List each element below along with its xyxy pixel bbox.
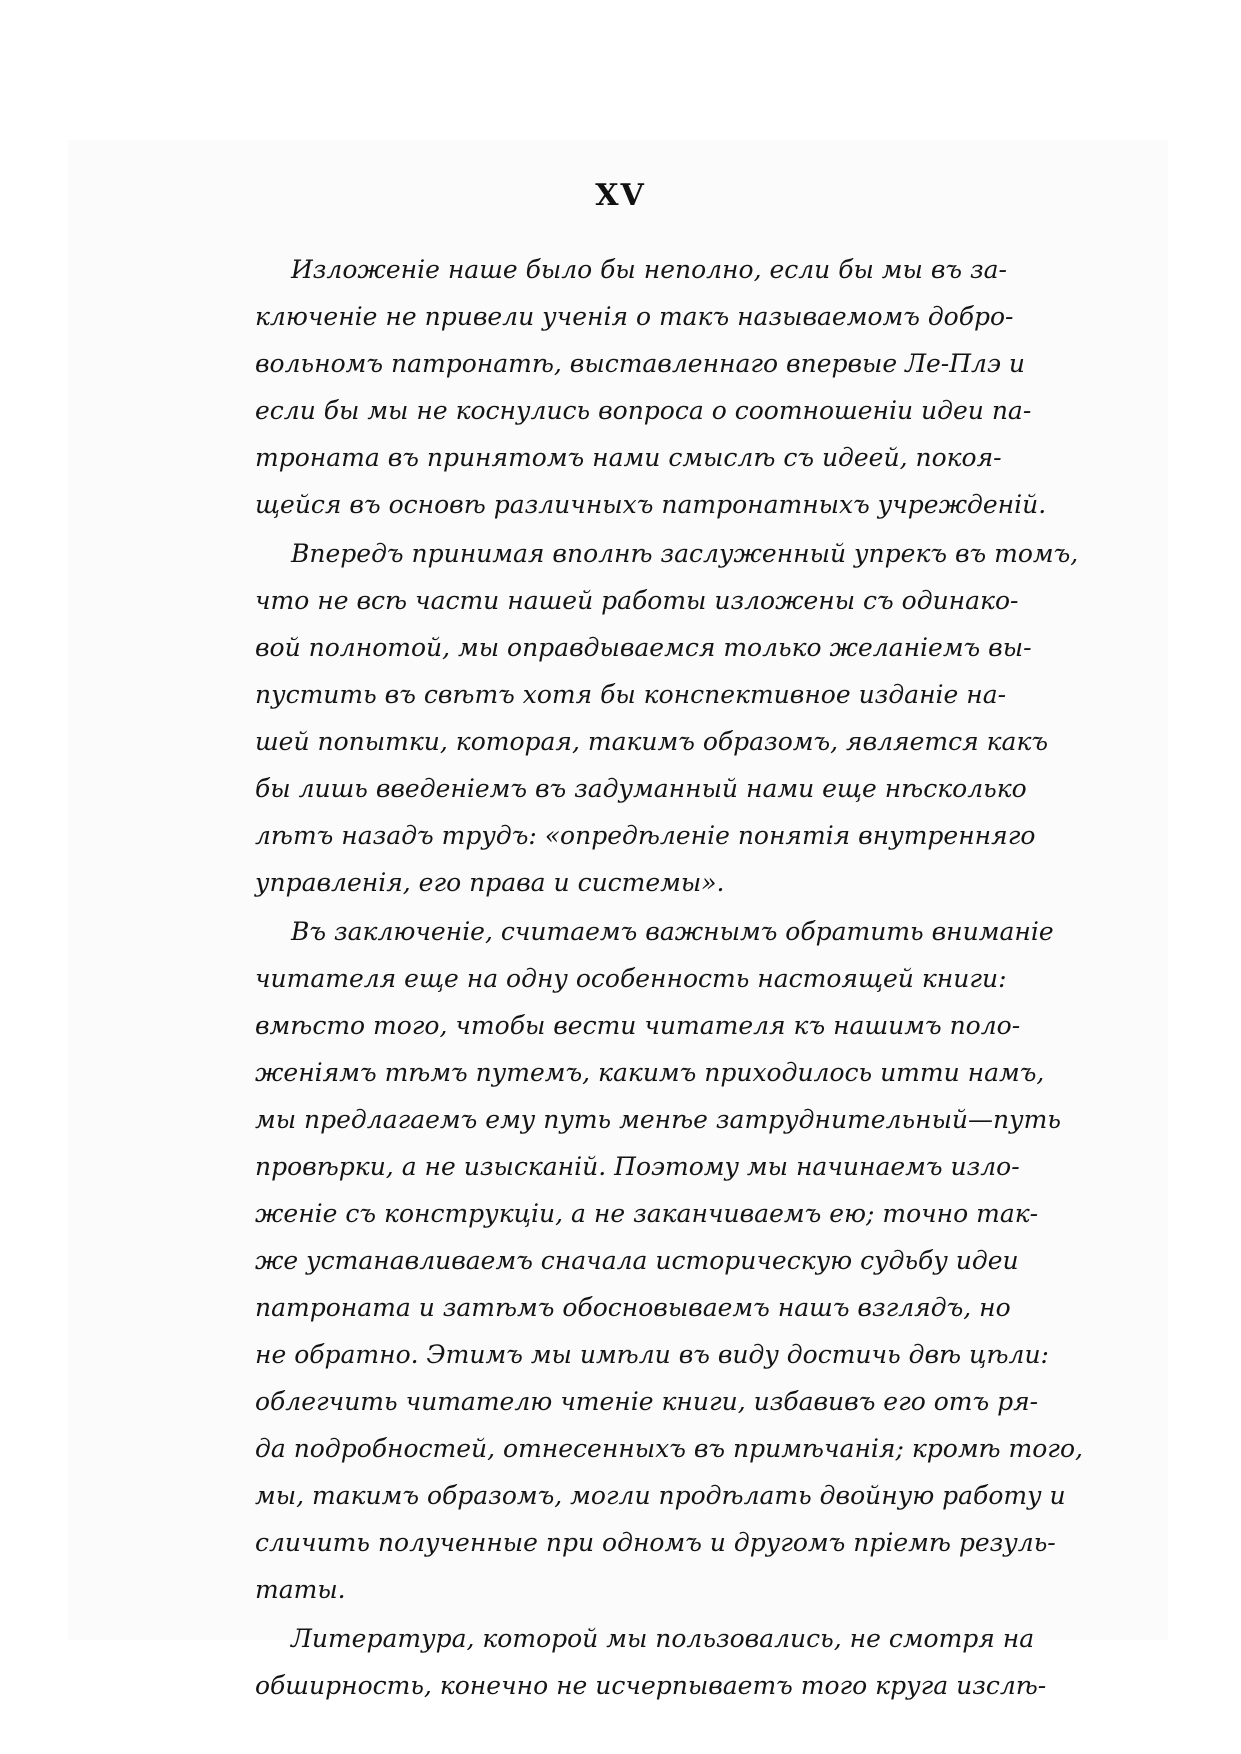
page-number: XV	[595, 178, 646, 213]
paragraph	[255, 908, 1083, 1613]
text-line: щейся въ основѣ различныхъ патронатныхъ учрежденій.	[255, 490, 1047, 519]
paragraph	[255, 530, 1079, 906]
text-line: читателя еще на одну особенность настоящей книги:	[255, 964, 1007, 993]
text-line: не обратно. Этимъ мы имѣли въ виду достичь двѣ цѣли:	[255, 1340, 1049, 1369]
text-line: вольномъ патронатѣ, выставленнаго впервые Ле-Плэ и	[255, 349, 1026, 378]
text-line: вой полнотой, мы оправдываемся только желаніемъ вы-	[255, 633, 1032, 662]
text-line: Впередъ принимая вполнѣ заслуженный упрекъ въ томъ,	[291, 539, 1079, 568]
text-line: что не всѣ части нашей работы изложены съ одинако-	[255, 586, 1019, 615]
text-line: троната въ принятомъ нами смыслѣ съ идеей, покоя-	[255, 443, 1002, 472]
text-line: бы лишь введеніемъ въ задуманный нами еще нѣсколько	[255, 774, 1027, 803]
text-line: ключеніе не привели ученія о такъ называемомъ добро-	[255, 302, 1014, 331]
text-line: провѣрки, а не изысканій. Поэтому мы начинаемъ изло-	[255, 1152, 1020, 1181]
text-line: управленія, его права и системы».	[255, 868, 725, 897]
text-line: вмѣсто того, чтобы вести читателя къ нашимъ поло-	[255, 1011, 1021, 1040]
text-line: обширность, конечно не исчерпываетъ того круга изслѣ-	[255, 1671, 1047, 1700]
text-line: патроната и затѣмъ обосновываемъ нашъ взглядъ, но	[255, 1293, 1011, 1322]
text-line: Литература, которой мы пользовались, не смотря на	[291, 1624, 1035, 1653]
text-line: облегчить читателю чтеніе книги, избавивъ его отъ ря-	[255, 1387, 1039, 1416]
text-line: Въ заключеніе, считаемъ важнымъ обратить вниманіе	[291, 917, 1054, 946]
text-line: мы, такимъ образомъ, могли продѣлать двойную работу и	[255, 1481, 1066, 1510]
text-line: шей попытки, которая, такимъ образомъ, является какъ	[255, 727, 1049, 756]
text-line: таты.	[255, 1575, 346, 1604]
paragraph	[255, 1615, 1047, 1709]
text-line: лѣтъ назадъ трудъ: «опредѣленіе понятія внутренняго	[255, 821, 1036, 850]
text-line: сличить полученные при одномъ и другомъ пріемѣ резуль-	[255, 1528, 1056, 1557]
text-line: да подробностей, отнесенныхъ въ примѣчанія; кромѣ того,	[255, 1434, 1083, 1463]
paragraph	[255, 246, 1047, 528]
text-line: пустить въ свѣтъ хотя бы конспективное изданіе на-	[255, 680, 1007, 709]
body-text	[255, 246, 1083, 1709]
text-line: если бы мы не коснулись вопроса о соотношеніи идеи па-	[255, 396, 1032, 425]
text-line: женіямъ тѣмъ путемъ, какимъ приходилось итти намъ,	[255, 1058, 1045, 1087]
text-line: Изложеніе наше было бы неполно, если бы мы въ за-	[291, 255, 1007, 284]
text-line: женіе съ конструкціи, а не заканчиваемъ ею; точно так-	[255, 1199, 1039, 1228]
text-line: же устанавливаемъ сначала историческую судьбу идеи	[255, 1246, 1019, 1275]
text-line: мы предлагаемъ ему путь менѣе затруднительный—путь	[255, 1105, 1061, 1134]
